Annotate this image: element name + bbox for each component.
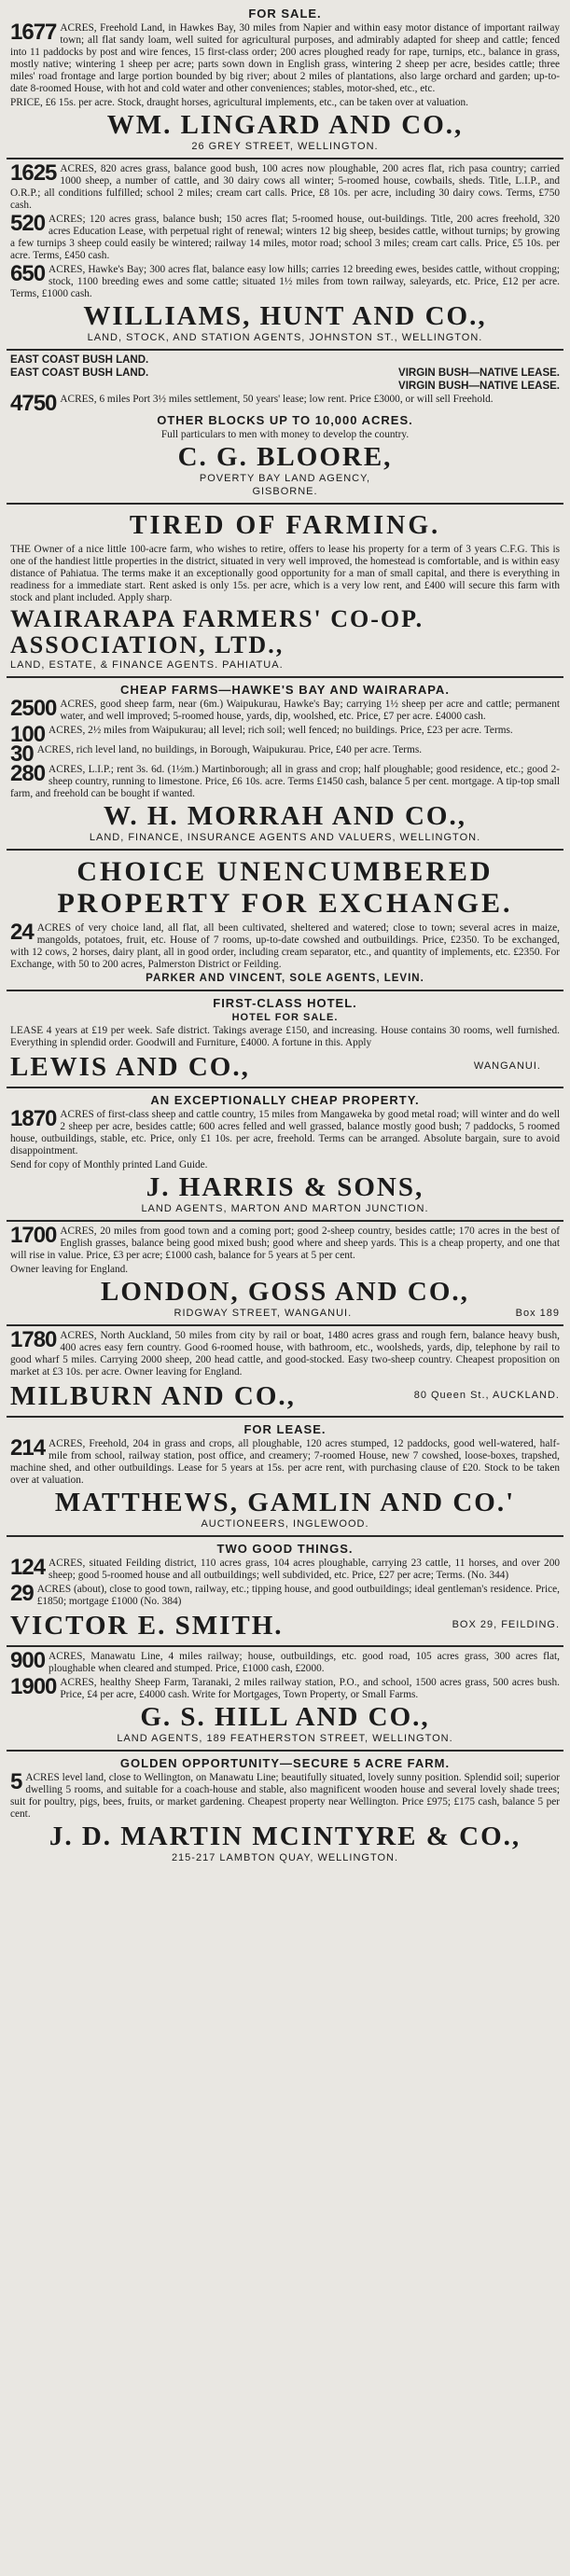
- address-row: [10, 1308, 560, 1321]
- agent-name: WILLIAMS, HUNT AND CO.,: [83, 301, 487, 331]
- acreage-number: 1625: [10, 160, 57, 186]
- ad-wairarapa: [7, 505, 563, 678]
- ad-heading: CHEAP FARMS—HAWKE'S BAY AND WAIRARAPA.: [120, 683, 450, 697]
- agent-name: G. S. HILL AND CO.,: [140, 1702, 430, 1732]
- listing-text: ACRES (about), close to good town, railway, etc.; tipping house, and good outbuildings; ideal gentleman's residence. Price, £1850; mortgage £1000 (No. 384): [36, 1584, 560, 1607]
- listing-text: ACRES level land, close to Wellington, on Manawatu Line; beautifully situated, lovely sunny position. Splendid soil; superior dwelling 5 rooms, and suitable for a coach-house and stable, also magnificent wooden house and several lovely shade trees; suit for poultry, pigs, bees, fruits, or market gardening. Cheapest property near Wellington. Price £975; £175 cash, balance 5 per cent.: [10, 1772, 560, 1820]
- agent-address: 80 Queen St., AUCKLAND.: [413, 1390, 560, 1401]
- listing-text: ACRES, Freehold, 204 in grass and crops, all ploughable, 120 acres stumped, 12 paddocks, good well-watered, half-mile from school, railway station, post office, and creamery; 7-roomed House, new 7 cowshed, loose-boxes, trapshed, machine shed, and other outbuildings. Lease for 5 years at 15s. per acre rent, with purchasing clause of £20. Stock to be taken over at valuation.: [10, 1438, 560, 1486]
- listing-text: LEASE 4 years at £19 per week. Safe district. Takings average £150, and increasing. House contains 30 rooms, well furnished. Everything in splendid order. Goodwill and Furniture, £4000. A fortune in this. Apply: [10, 1025, 560, 1048]
- ad-bloore: [7, 351, 563, 505]
- listing-entry: [10, 761, 560, 800]
- agent-name: J. D. MARTIN MCINTYRE & CO.,: [49, 1821, 521, 1851]
- acreage-number: 900: [10, 1648, 46, 1673]
- listing-text: ACRES, 20 miles from good town and a coming port; good 2-sheep country, besides cattle; 170 acres in the best of English grasses, balance being good mixed bush; good where and sheep yards. This is a cheap property, and one that will rise in value. Price, £3 per acre; £1000 cash, balance for 5 years at 5 per cent.: [10, 1226, 560, 1261]
- listing-text: ACRES, rich level land, no buildings, in Borough, Waipukurau. Price, £40 per acre. Terms.: [36, 744, 423, 755]
- acreage-number: 1900: [10, 1674, 57, 1699]
- acreage-number: 214: [10, 1435, 46, 1461]
- ad-heading: EAST COAST BUSH LAND.: [10, 354, 149, 366]
- listing-text: ACRES of very choice land, all flat, all been cultivated, sheltered and watered; close to town; several acres in maize, mangolds, potatoes, fruit, etc. House of 7 rooms, up-to-date cowshed and outbuildings. Price, £2350. To be exchanged, with 12 cows, 2 horses, dairy plant, all in good order, including cream separator, etc., and quantity of implements, etc. £2350. For Exchange, with 50 to 200 acres, Palmerston District or Feilding.: [10, 922, 560, 970]
- listing-text: ACRES of first-class sheep and cattle country, 15 miles from Mangaweka by good metal road; will winter and do well 2 sheep per acre, besides cattle; 600 acres felled and well grassed, balance mostly good bush; 7 paddocks, 5 roomed house, outbuildings, stable, etc. Price, only £1 10s. per acre, freehold. Terms can be arranged. Absolute bargain, sure to avoid disappointment.: [10, 1109, 560, 1156]
- listing-text: ACRES; 120 acres grass, balance bush; 150 acres flat; 5-roomed house, out-buildings. Title, 200 acres freehold, 320 acres Education Lease, with perpetual right of renewal; winters 12 big sheep, besides cattle, without turnips; by growing a few turnips 3 sheep could easily be wintered; railway 14 miles, motor road; school 3 miles; cream cart calls. Price, £5 10s. per acre. Terms, £450 cash.: [10, 214, 560, 261]
- agent-address: LAND, STOCK, AND STATION AGENTS, JOHNSTON ST., WELLINGTON.: [87, 332, 483, 343]
- ad-heading: VIRGIN BUSH—NATIVE LEASE.: [398, 381, 560, 392]
- agent-address: AUCTIONEERS, INGLEWOOD.: [201, 1518, 369, 1530]
- acreage-number: 280: [10, 761, 46, 786]
- listing-text: ACRES, L.I.P.; rent 3s. 6d. (1½m.) Martinborough; all in grass and crop; half ploughable; good residence, etc.; good 2-sheep country, running to limestone. Price, £6 10s. acre. Terms £1450 cash, balance 5 per cent. mortgage. A tip-top small farm, and freehold can be bought if wanted.: [10, 764, 560, 799]
- acreage-number: 2500: [10, 696, 57, 721]
- acreage-number: 29: [10, 1581, 34, 1606]
- acreage-number: 1870: [10, 1106, 57, 1131]
- agent-address: 26 GREY STREET, WELLINGTON.: [191, 141, 379, 152]
- ad-heading: GOLDEN OPPORTUNITY—SECURE 5 ACRE FARM.: [119, 1756, 451, 1770]
- listing-entry: [10, 1769, 560, 1821]
- listing-text: ACRES, North Auckland, 50 miles from city by rail or boat, 1480 acres grass and rough fern, balance heavy bush, 400 acres easy fern country. Good 6-roomed house, with bathroom, etc., woolsheds, yards, dip, telephone by rail to good wharf 5 miles. Carrying 2000 sheep, 200 head cattle, and good-stocked. Easy two-sheep country. Cheapest proposition on market at £3 10s. per acre. Owner leaving for England.: [10, 1330, 560, 1378]
- ad-heading: TWO GOOD THINGS.: [216, 1542, 354, 1556]
- agent-address: LAND, FINANCE, INSURANCE AGENTS AND VALUERS, WELLINGTON.: [89, 832, 481, 843]
- listing-text: ACRES, 6 miles Port 3½ miles settlement, 50 years' lease; low rent. Price £3000, or will sell Freehold.: [60, 394, 494, 405]
- ad-heading: FOR SALE.: [248, 7, 322, 21]
- listing-text: THE Owner of a nice little 100-acre farm, who wishes to retire, offers to lease his property for a term of 3 years C.F.G. This is one of the handiest little properties in the district, situated in very well improved, the homestead is comfortable, and is within easy distance of Pahiatua. The terms make it an exceptionally good opportunity for a man of small capital, and there is everything in readiness for a immediate start. Rent asked is only 15s. per acre, which is a very low rent, and £400 will secure this farm with stock and plant included. Apply sharp.: [10, 544, 560, 603]
- ad-subheading: OTHER BLOCKS UP TO 10,000 ACRES.: [157, 413, 413, 427]
- agent-name: PARKER AND VINCENT, SOLE AGENTS, LEVIN.: [146, 973, 424, 984]
- agent-row: [10, 1380, 560, 1412]
- listing-text: ACRES, Freehold Land, in Hawkes Bay, 30 miles from Napier and within easy motor distance of important railway town; all flat sandy loam, well suited for agricultural purposes, and admirably adapted for sheep and cattle; fenced into 11 paddocks by post and wire fences, 15 first-class order; 200 acres ploughed ready for rape, turnips, etc., balance in grass, mostly native; wintering 1 sheep per acre; parts sown down in English grass, wintering 2 sheep per acre, besides cattle; three miles' road frontage and large portion bounded by big river; about 2 miles of plantations, also large orchard and garden; up-to-date 8-roomed House, with hot and cold water and other conveniences; stables, motor-shed, etc., etc.: [10, 22, 560, 94]
- heading-row: [10, 353, 560, 367]
- listing-text: ACRES, Hawke's Bay; 300 acres flat, balance easy low hills; carries 12 breeding ewes, besides cattle, without cropping; stock, 1100 breeding ewes and some cattle; situated 1½ miles from town railway, saleyards, etc. Price, £12 per acre. Terms, £1000 cash.: [10, 264, 560, 299]
- agent-name: MILBURN AND CO.,: [10, 1381, 296, 1411]
- listing-entry: [10, 922, 560, 971]
- agent-address: LAND, ESTATE, & FINANCE AGENTS. PAHIATUA.: [10, 659, 284, 671]
- ad-victor-smith: [7, 1537, 563, 1647]
- listing-entry: [10, 1327, 560, 1378]
- listing-entry: [10, 741, 560, 767]
- ad-london-goss: [7, 1222, 563, 1326]
- ad-heading: FIRST-CLASS HOTEL.: [213, 996, 357, 1010]
- ad-heading: TIRED OF FARMING.: [129, 511, 441, 540]
- acreage-number: 5: [10, 1769, 22, 1794]
- agent-address: LAND AGENTS, 189 FEATHERSTON STREET, WELLINGTON.: [117, 1733, 453, 1744]
- acreage-number: 30: [10, 741, 34, 767]
- listing-entry: [10, 1581, 560, 1608]
- ad-lewis: [7, 991, 563, 1088]
- heading-row: [10, 367, 560, 380]
- listing-entry: [10, 1106, 560, 1157]
- acreage-number: 100: [10, 722, 46, 747]
- listing-entry: [10, 160, 560, 212]
- ad-heading: EAST COAST BUSH LAND.: [10, 367, 149, 379]
- listing-entry: [10, 722, 560, 747]
- agent-name: J. HARRIS & SONS,: [146, 1172, 424, 1202]
- ad-heading: AN EXCEPTIONALLY CHEAP PROPERTY.: [150, 1093, 420, 1107]
- acreage-number: 1677: [10, 20, 57, 45]
- listing-text: ACRES, 2½ miles from Waipukurau; all level; rich soil; well fenced; no buildings. Price, £23 per acre. Terms.: [49, 725, 513, 736]
- listing-entry: [10, 391, 560, 416]
- agent-town: GISBORNE.: [252, 486, 318, 497]
- agent-name: LONDON, GOSS AND CO.,: [101, 1277, 469, 1307]
- agent-name: C. G. BLOORE,: [177, 442, 393, 472]
- ad-note: Send for copy of Monthly printed Land Guide.: [10, 1159, 208, 1170]
- classified-page: [7, 0, 563, 1869]
- listing-entry: [10, 22, 560, 95]
- agent-name: W. H. MORRAH AND CO.,: [104, 801, 466, 831]
- ad-heading: CHOICE UNENCUMBERED PROPERTY FOR EXCHANGE.: [57, 856, 513, 919]
- ad-parker-vincent: [7, 851, 563, 991]
- ad-morrah: [7, 678, 563, 851]
- agent-name: MATTHEWS, GAMLIN AND CO.': [54, 1488, 516, 1517]
- agent-name: LEWIS AND CO.,: [10, 1052, 250, 1082]
- ad-lingard: [7, 2, 563, 159]
- acreage-number: 4750: [10, 391, 57, 416]
- listing-entry: [10, 1555, 560, 1582]
- acreage-number: 124: [10, 1555, 46, 1580]
- agent-name: WM. LINGARD AND CO.,: [106, 110, 464, 140]
- listing-text: ACRES, healthy Sheep Farm, Taranaki, 2 miles railway station, P.O., and school, 1500 acres grass, 500 acres bush. Price, £4 per acre, £4000 cash. Write for Mortgages, Town Property, or Small Farms.: [60, 1677, 560, 1700]
- listing-entry: [10, 696, 560, 723]
- ad-martin-mcintyre: [7, 1752, 563, 1869]
- price-text: PRICE, £6 15s. per acre. Stock, draught horses, agricultural implements, etc., can be taken over at valuation.: [10, 97, 468, 108]
- listing-text: ACRES, good sheep farm, near (6m.) Waipukurau, Hawke's Bay; carrying 1½ sheep per acre and cattle; permanent water, and well improved; 5-roomed house, yards, dip, woolshed, etc. Price, £7 per acre. £4000 cash.: [60, 699, 560, 722]
- listing-text: ACRES, Manawatu Line, 4 miles railway; house, outbuildings, etc. good road, 105 acres grass, 300 acres flat, ploughable when cleared and stumped. Price, £1000 cash, £2000.: [49, 1651, 560, 1674]
- listing-entry: [10, 261, 560, 300]
- ad-heading: FOR LEASE.: [243, 1422, 327, 1436]
- ad-note: Owner leaving for England.: [10, 1264, 129, 1275]
- listing-text: ACRES, situated Feilding district, 110 acres grass, 104 acres ploughable, carrying 23 cattle, 11 horses, and over 200 sheep; good 5-roomed house and all outbuildings; well subdivided, etc. Price, £27 per acre; Terms. (No. 344): [49, 1558, 560, 1581]
- ad-matthews: [7, 1418, 563, 1537]
- acreage-number: 650: [10, 261, 46, 286]
- agent-address: POVERTY BAY LAND AGENCY,: [199, 473, 371, 484]
- listing-entry: [10, 1674, 560, 1701]
- acreage-number: 520: [10, 211, 46, 236]
- agent-name: VICTOR E. SMITH.: [10, 1611, 284, 1641]
- ad-milburn: [7, 1326, 563, 1418]
- agent-address: 215-217 LAMBTON QUAY, WELLINGTON.: [171, 1852, 399, 1863]
- ad-gs-hill: [7, 1647, 563, 1752]
- agent-row: [10, 1610, 560, 1641]
- ad-note: Full particulars to men with money to develop the country.: [160, 429, 410, 440]
- listing-entry: [10, 1435, 560, 1487]
- acreage-number: 24: [10, 920, 34, 945]
- acreage-number: 1780: [10, 1327, 57, 1352]
- listing-text: ACRES, 820 acres grass, balance good bush, 100 acres now ploughable, 200 acres flat, rich pasa country; carried 1000 sheep, a number of cattle, and 30 dairy cows all winter; 5-roomed house, cowbails, sheds. Title, L.I.P., and O.R.P.; all conditions fulfilled; school 2 miles; cream cart calls. Price, £8 10s. per acre, including 30 dairy cows. Terms, £750 cash.: [10, 163, 560, 211]
- box-number: BOX 29, FEILDING.: [452, 1619, 560, 1630]
- box-number: Box 189: [515, 1308, 560, 1319]
- agent-name: WAIRARAPA FARMERS' CO-OP. ASSOCIATION, LTD.,: [10, 605, 424, 658]
- listing-entry: [10, 211, 560, 262]
- listing-entry: [10, 1648, 560, 1675]
- ad-williams-hunt: [7, 159, 563, 351]
- agent-row: [10, 1051, 560, 1083]
- agent-address: LAND AGENTS, MARTON AND MARTON JUNCTION.: [141, 1203, 429, 1214]
- ad-harris: [7, 1088, 563, 1222]
- listing-entry: [10, 1223, 560, 1262]
- agent-town: WANGANUI.: [473, 1060, 541, 1072]
- agent-address: RIDGWAY STREET, WANGANUI.: [174, 1308, 353, 1319]
- acreage-number: 1700: [10, 1223, 57, 1248]
- ad-heading: VIRGIN BUSH—NATIVE LEASE.: [398, 367, 560, 379]
- ad-subheading: HOTEL FOR SALE.: [231, 1012, 339, 1023]
- heading-row: [10, 380, 560, 393]
